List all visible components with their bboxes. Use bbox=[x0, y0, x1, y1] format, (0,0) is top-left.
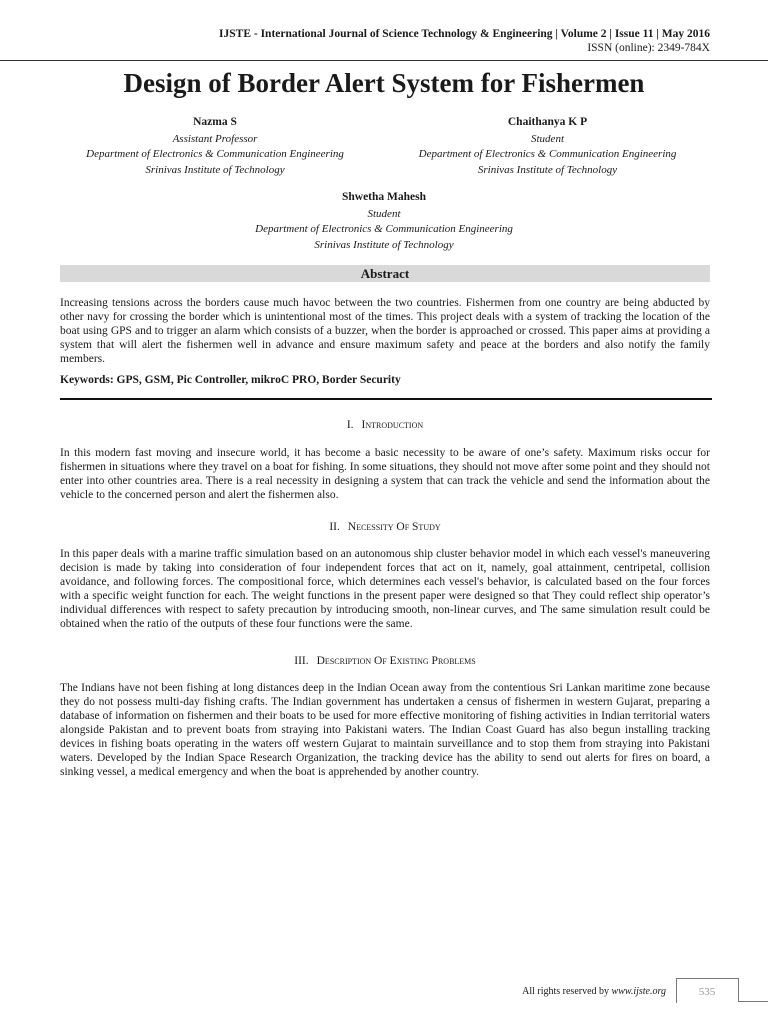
author-institute: Srinivas Institute of Technology bbox=[145, 163, 285, 176]
author-name: Shwetha Mahesh bbox=[341, 191, 427, 203]
author-department: Department of Electronics & Communication Engineering bbox=[418, 148, 677, 160]
author-role: Student bbox=[367, 207, 401, 220]
author-department: Department of Electronics & Communication Engineering bbox=[86, 148, 344, 160]
header-divider bbox=[0, 60, 768, 61]
issn-line: ISSN (online): 2349-784X bbox=[587, 42, 710, 54]
footer-divider bbox=[738, 1001, 768, 1002]
section-title: Necessity Of Study bbox=[347, 521, 441, 533]
section-number: I. bbox=[346, 419, 354, 431]
footer-rights bbox=[380, 986, 666, 998]
journal-header bbox=[60, 27, 710, 55]
section-heading-introduction bbox=[60, 418, 710, 432]
page-number: 535 bbox=[698, 986, 716, 998]
section-heading-necessity bbox=[60, 520, 710, 534]
journal-line: IJSTE - International Journal of Science Technology & Engineering | Volume 2 | Issue 11 | May 2016 bbox=[219, 28, 710, 40]
abstract-text: Increasing tensions across the borders cause much havoc between the two countries. Fishermen from one country are being abducted by other navy for crossing the border which is unintentional most of the times. This project deals with a system of tracking the location of the boat using GPS and to trigger an alarm which consists of a buzzer, when the border is approached or crossed. This paper aims at providing a system that will alert the fishermen well in advance and ensure maximum safety and peace at the borders and also notify the family members. bbox=[60, 297, 710, 365]
section-number: III. bbox=[294, 655, 309, 667]
footer-divider bbox=[738, 978, 739, 1002]
author-institute: Srinivas Institute of Technology bbox=[477, 163, 618, 176]
author-institute: Srinivas Institute of Technology bbox=[314, 238, 454, 251]
section-number: II. bbox=[329, 521, 340, 533]
author-block bbox=[184, 190, 584, 253]
keywords: Keywords: GPS, GSM, Pic Controller, mikroC PRO, Border Security bbox=[60, 374, 401, 386]
abstract-heading: Abstract bbox=[60, 265, 710, 282]
author-block bbox=[40, 115, 390, 178]
author-block bbox=[375, 115, 720, 178]
section-text-existing-problems: The Indians have not been fishing at long distances deep in the Indian Ocean away from the contentious Sri Lankan maritime zone because they do not possess multi-day fishing crafts. The Indian government has undertaken a census of fishermen in western Gujarat, preparing a database of information on fishermen and their boats to be used for more effective monitoring of fishing activities in Indian territorial waters alongside Pakistan and to prevent boats from straying into Pakistani waters. The Indian Coast Guard has also begun installing tracking devices in fishing boats operating in the waters off western Gujarat to maintain surveillance and to stop them from straying into Pakistani waters. Developed by the Indian Space Research Organization, the tracking device has the ability to send out alerts for fires on board, a sinking vessel, a medical emergency and when the boat is apprehended by another country. bbox=[60, 682, 710, 778]
section-heading-existing-problems bbox=[60, 654, 710, 668]
section-title: Introduction bbox=[361, 419, 424, 431]
section-text-necessity: In this paper deals with a marine traffic simulation based on an autonomous ship cluster behavior model in which each vessel's maneuvering decision is made by taking into consideration of four independent forces that act on it, namely, goal attainment, centripetal, collision avoidance, and following forces. The compositional force, which determines each vessel's behavior, is calculated based on the four forces with a specific weight function for each. The weight functions in the present paper were designed so that They could reflect ship operator’s individual differences with respect to safety precaution by introducing smooth, non-linear curves, and The same simulation result could be obtained when the ratio of the outputs of these four functions were the same. bbox=[60, 548, 710, 630]
section-title: Description Of Existing Problems bbox=[316, 655, 476, 667]
section-text-introduction: In this modern fast moving and insecure world, it has become a basic necessity to be aware of one’s safety. Maximum risks occur for fishermen in situations where they travel on a boat for fishing. In some situations, they should not move after some point and they should not enter into other countries area. There is a real necessity in designing a system that can track the vehicle and send the information about the vehicle to the concerned person and alert the fishermen also. bbox=[60, 447, 710, 501]
author-role: Student bbox=[531, 132, 564, 145]
abstract-divider bbox=[60, 398, 712, 400]
author-name: Nazma S bbox=[193, 116, 237, 128]
paper-title: Design of Border Alert System for Fishermen bbox=[123, 68, 645, 98]
rights-text: All rights reserved by bbox=[522, 986, 610, 997]
author-department: Department of Electronics & Communication Engineering bbox=[255, 223, 513, 235]
site-link[interactable]: www.ijste.org bbox=[611, 986, 666, 997]
author-role: Assistant Professor bbox=[172, 132, 258, 145]
author-name: Chaithanya K P bbox=[507, 116, 588, 128]
